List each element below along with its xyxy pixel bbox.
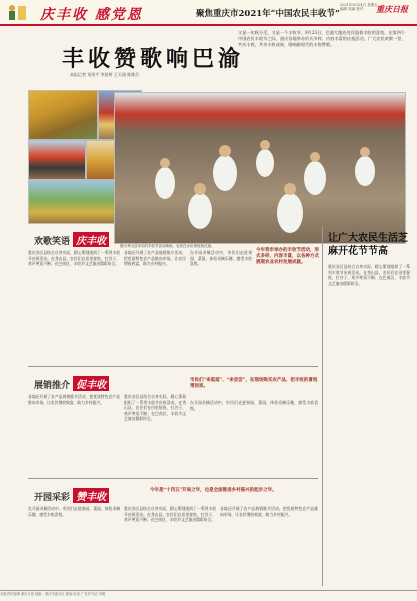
page-footer: 本版责任编辑 重庆日报 地址：重庆市渝北区 邮编 电话 广告许可证 印刷 <box>0 590 417 601</box>
section-label-1 <box>34 232 109 247</box>
section-3-body: 在开园采摘活动中，市民们走进果园、菜园，体验采摘乐趣，感受丰收喜悦。 <box>28 506 120 517</box>
section-2-body-3: 在开园采摘活动中，市民们走进果园、菜园，体验采摘乐趣，感受丰收喜悦。 <box>190 400 318 411</box>
main-photo-fishing <box>114 92 406 244</box>
section-2-text: 展销推介 <box>34 381 71 391</box>
section-label-2 <box>34 376 109 391</box>
farmer-illustration-icon <box>4 2 30 22</box>
page-title: 丰收赞歌响巴渝 <box>62 47 245 72</box>
right-column-body: 重庆各区县结合自身实际，精心策划组织了一系列丰收节庆祝活动。在秀山县，农民们在田里捉鱼、打谷子，欢声笑语不断；在巴南区，丰收节文艺演出精彩纷呈。 <box>328 264 410 286</box>
section-3-text: 开园采彩 <box>34 493 71 503</box>
pullquote-1: 今年我市举办的丰收节活动，形式多样，内容丰富，以各种方式展现农业农村发展成就。 <box>256 248 319 265</box>
section-3-tag: 赞丰收 <box>73 488 109 503</box>
lead-paragraph: 又是一年秋分至，又是一个丰收节。9月23日，巴渝大地处处洋溢着丰收的喜悦。在第四个中国农民丰收节之际，重庆各地举办形式多样、内容丰富的庆祝活动，广大农民欢聚一堂，共庆丰收，共享丰收成果，唱响新时代的丰收赞歌。 <box>238 30 406 47</box>
section-1-body: 重庆各区县结合自身实际，精心策划组织了一系列丰收节庆祝活动。在秀山县，农民们在田里捉鱼、打谷子，欢声笑语不断；在巴南区，丰收节文艺演出精彩纷呈。 <box>28 250 120 267</box>
section-1-body-3: 在开园采摘活动中，市民们走进果园、菜园，体验采摘乐趣，感受丰收喜悦。 <box>190 250 252 267</box>
section-1-body-2: 各地还开展了农产品展销推介活动，把优质特色农产品推向市场，让农民增收致富，助力乡村振兴。 <box>124 250 186 267</box>
section-1-text: 欢歌笑语 <box>34 237 71 247</box>
pullquote-2: 市民们“来逛逛”、“来尝尝”、在现场购买农产品，把丰收的喜悦带回家。 <box>190 378 318 389</box>
header-date: 2021年9月24日 星期五 编辑 美编 校对 <box>340 3 378 11</box>
main-photo-figures <box>115 93 405 243</box>
main-photo-caption: 图为秀山县举办的丰收节活动现场，农民在水田里捉鱼比赛。 <box>120 244 215 248</box>
section-1-tag: 庆丰收 <box>73 232 109 247</box>
paper-name: 重庆日报 <box>376 4 408 14</box>
byline: 本报记者 刘茂平 李星婷 王天翊 陈维灯 <box>70 72 140 77</box>
section-2-body-2: 重庆各区县结合自身实际，精心策划组织了一系列丰收节庆祝活动。在秀山县，农民们在田里捉鱼、打谷子，欢声笑语不断；在巴南区，丰收节文艺演出精彩纷呈。 <box>124 394 186 422</box>
section-2-tag: 促丰收 <box>73 376 109 391</box>
section-3-body-3: 各地还开展了农产品展销推介活动，把优质特色农产品推向市场，让农民增收致富，助力乡村振兴。 <box>220 506 318 517</box>
section-label-3 <box>34 488 109 503</box>
photo-terraces <box>28 90 98 140</box>
right-column-title: 让广大农民生活芝麻开花节节高 <box>328 233 408 257</box>
header-subtitle: 聚焦重庆市2021年“中国农民丰收节” <box>196 9 340 19</box>
right-column-rule <box>322 226 323 586</box>
section-3-divider <box>28 478 318 479</box>
pullquote-3: 今年是“十四五”开局之年，也是全面推进乡村振兴的起步之年。 <box>150 488 277 493</box>
header-brand: 庆丰收 感党恩 <box>40 7 143 23</box>
section-3-body-2: 重庆各区县结合自身实际，精心策划组织了一系列丰收节庆祝活动。在秀山县，农民们在田里捉鱼、打谷子，欢声笑语不断；在巴南区，丰收节文艺演出精彩纷呈。 <box>124 506 216 523</box>
section-2-body: 各地还开展了农产品展销推介活动，把优质特色农产品推向市场，让农民增收致富，助力乡村振兴。 <box>28 394 120 405</box>
section-2-divider <box>28 366 318 367</box>
photo-stage <box>28 140 86 180</box>
